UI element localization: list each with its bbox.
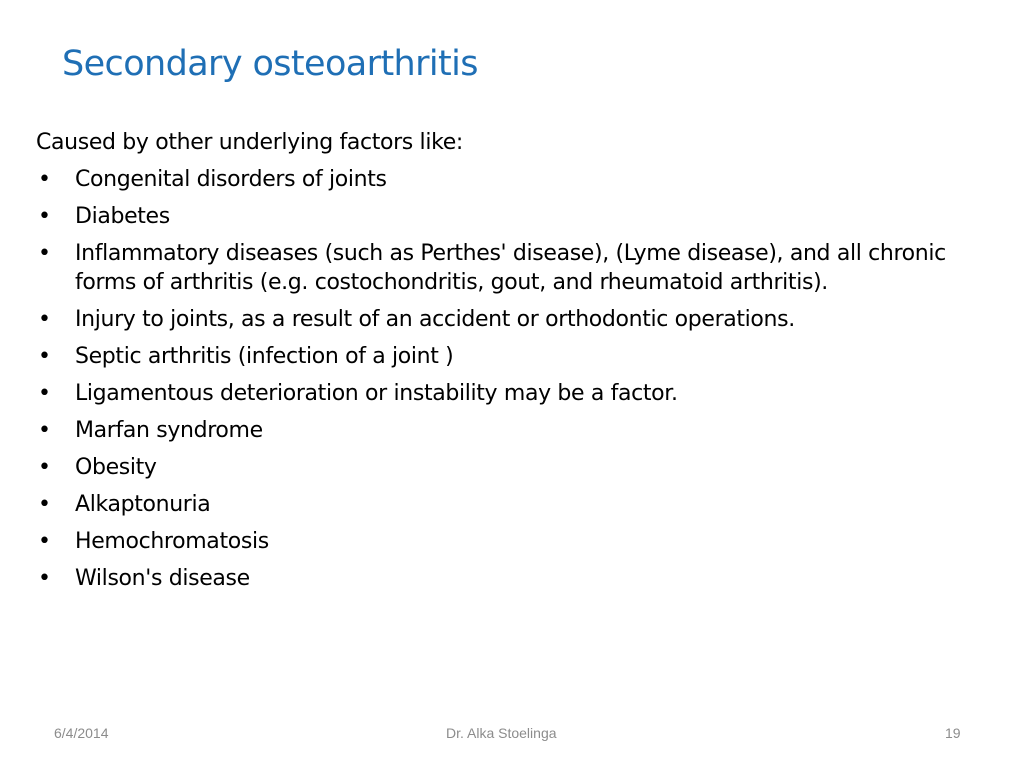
list-item bbox=[36, 379, 996, 408]
bullet-dot-icon: • bbox=[38, 529, 51, 554]
bullet-dot-icon: • bbox=[38, 455, 51, 480]
list-item-text: Injury to joints, as a result of an accident or orthodontic operations. bbox=[75, 307, 795, 332]
bullet-list bbox=[36, 165, 996, 593]
list-item bbox=[36, 490, 996, 519]
slide-content bbox=[36, 128, 996, 601]
list-item-text: Marfan syndrome bbox=[75, 418, 263, 443]
bullet-dot-icon: • bbox=[38, 492, 51, 517]
list-item bbox=[36, 453, 996, 482]
bullet-dot-icon: • bbox=[38, 241, 51, 266]
list-item-text: Alkaptonuria bbox=[75, 492, 211, 517]
slide-number: 19 bbox=[945, 725, 961, 741]
bullet-dot-icon: • bbox=[38, 418, 51, 443]
list-item bbox=[36, 564, 996, 593]
list-item bbox=[36, 342, 996, 371]
list-item-text: Ligamentous deterioration or instability may be a factor. bbox=[75, 381, 678, 406]
bullet-dot-icon: • bbox=[38, 307, 51, 332]
bullet-dot-icon: • bbox=[38, 204, 51, 229]
footer-date: 6/4/2014 bbox=[54, 725, 109, 741]
footer-author: Dr. Alka Stoelinga bbox=[446, 725, 557, 741]
list-item-text: Septic arthritis (infection of a joint ) bbox=[75, 344, 454, 369]
list-item-text: Diabetes bbox=[75, 204, 170, 229]
list-item bbox=[36, 165, 996, 194]
list-item-text: Obesity bbox=[75, 455, 157, 480]
slide-title: Secondary osteoarthritis bbox=[62, 44, 478, 84]
list-item bbox=[36, 416, 996, 445]
list-item-text: Wilson's disease bbox=[75, 566, 250, 591]
list-item bbox=[36, 239, 996, 297]
list-item bbox=[36, 527, 996, 556]
list-item-text: Hemochromatosis bbox=[75, 529, 269, 554]
bullet-dot-icon: • bbox=[38, 344, 51, 369]
bullet-dot-icon: • bbox=[38, 566, 51, 591]
list-item bbox=[36, 305, 996, 334]
list-item-text: Congenital disorders of joints bbox=[75, 167, 387, 192]
list-item bbox=[36, 202, 996, 231]
list-item-text: Inflammatory diseases (such as Perthes' disease), (Lyme disease), and all chronic forms of arthritis (e.g. costochondritis, gout, and rheumatoid arthritis). bbox=[75, 241, 946, 295]
bullet-dot-icon: • bbox=[38, 167, 51, 192]
bullet-dot-icon: • bbox=[38, 381, 51, 406]
intro-text: Caused by other underlying factors like: bbox=[36, 130, 463, 155]
